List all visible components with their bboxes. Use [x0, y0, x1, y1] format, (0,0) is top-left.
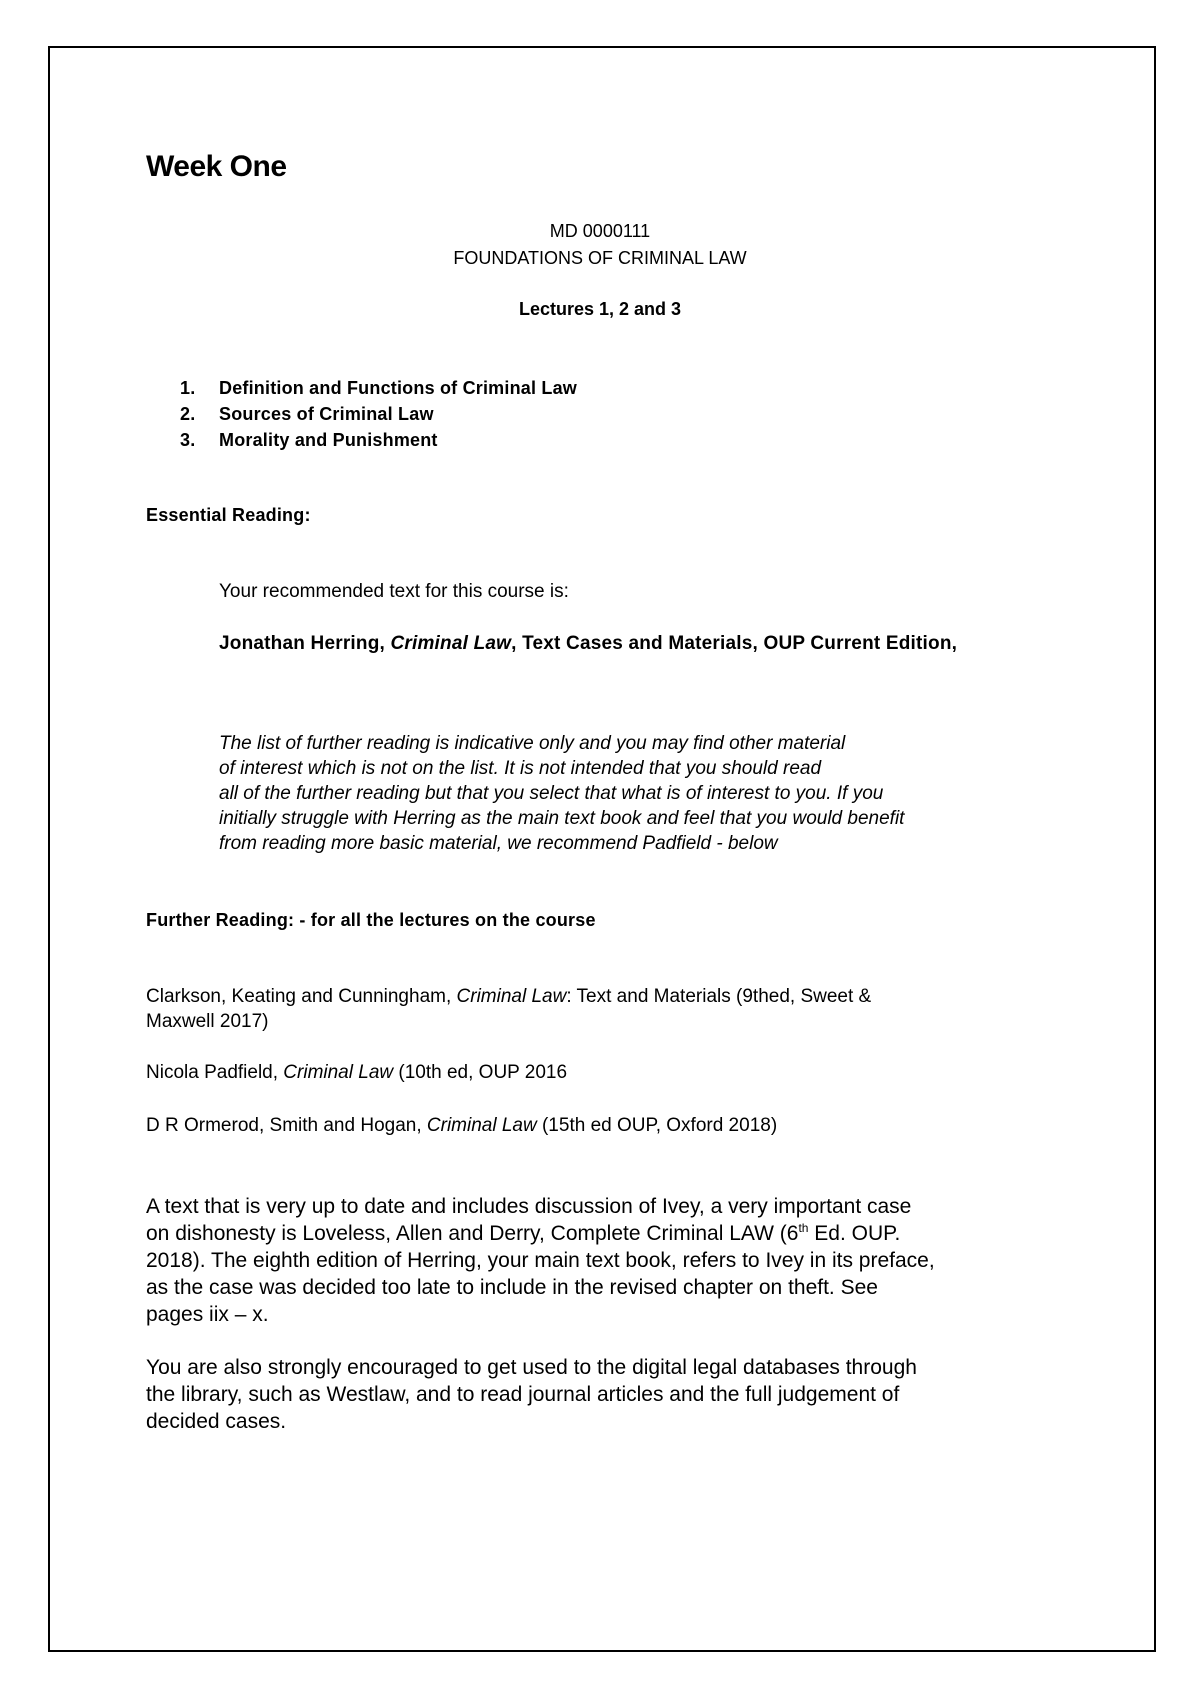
- list-item: 2. Sources of Criminal Law: [180, 404, 434, 424]
- week-title: Week One: [146, 150, 287, 183]
- reference-item: Clarkson, Keating and Cunningham, Criminal Law: Text and Materials (9thed, Sweet & Maxwell 2017): [146, 986, 872, 1032]
- list-item: 3. Morality and Punishment: [180, 430, 438, 450]
- reference-item: Nicola Padfield, Criminal Law (10th ed, OUP 2016: [146, 1062, 568, 1083]
- module-code: MD 0000111: [549, 221, 651, 241]
- indicative-note: The list of further reading is indicative only and you may find other material of interest which is not on the list. It is not intended that you should read all of the further reading but that you select that what is of interest to you. If you initially struggle with Herring as the main text book and feel that you would benefit from reading more basic material, we recommend Padfield - below: [219, 733, 905, 854]
- recommended-text: Jonathan Herring, Criminal Law, Text Cases and Materials, OUP Current Edition,: [219, 633, 958, 654]
- reference-item: D R Ormerod, Smith and Hogan, Criminal Law (15th ed OUP, Oxford 2018): [146, 1115, 778, 1136]
- topics-list: [180, 375, 680, 453]
- module-title: FOUNDATIONS OF CRIMINAL LAW: [453, 248, 747, 268]
- recommended-intro: Your recommended text for this course is:: [219, 581, 569, 602]
- databases-paragraph: You are also strongly encouraged to get used to the digital legal databases through the library, such as Westlaw, and to read journal articles and the full judgement of decided cases.: [146, 1356, 917, 1433]
- ivey-paragraph: A text that is very up to date and includes discussion of Ivey, a very important case on dishonesty is Loveless, Allen and Derry, Complete Criminal LAW (6th Ed. OUP. 2018). The eighth edition of Herring, your main text book, refers to Ivey in its preface, as the case was decided too late to include in the revised chapter on theft. See pages iix – x.: [146, 1195, 935, 1326]
- essential-reading-heading: Essential Reading:: [146, 505, 311, 525]
- further-reading-heading: Further Reading: - for all the lectures on the course: [146, 910, 596, 930]
- list-item: 1. Definition and Functions of Criminal Law: [180, 378, 577, 398]
- lectures-heading: Lectures 1, 2 and 3: [518, 299, 682, 319]
